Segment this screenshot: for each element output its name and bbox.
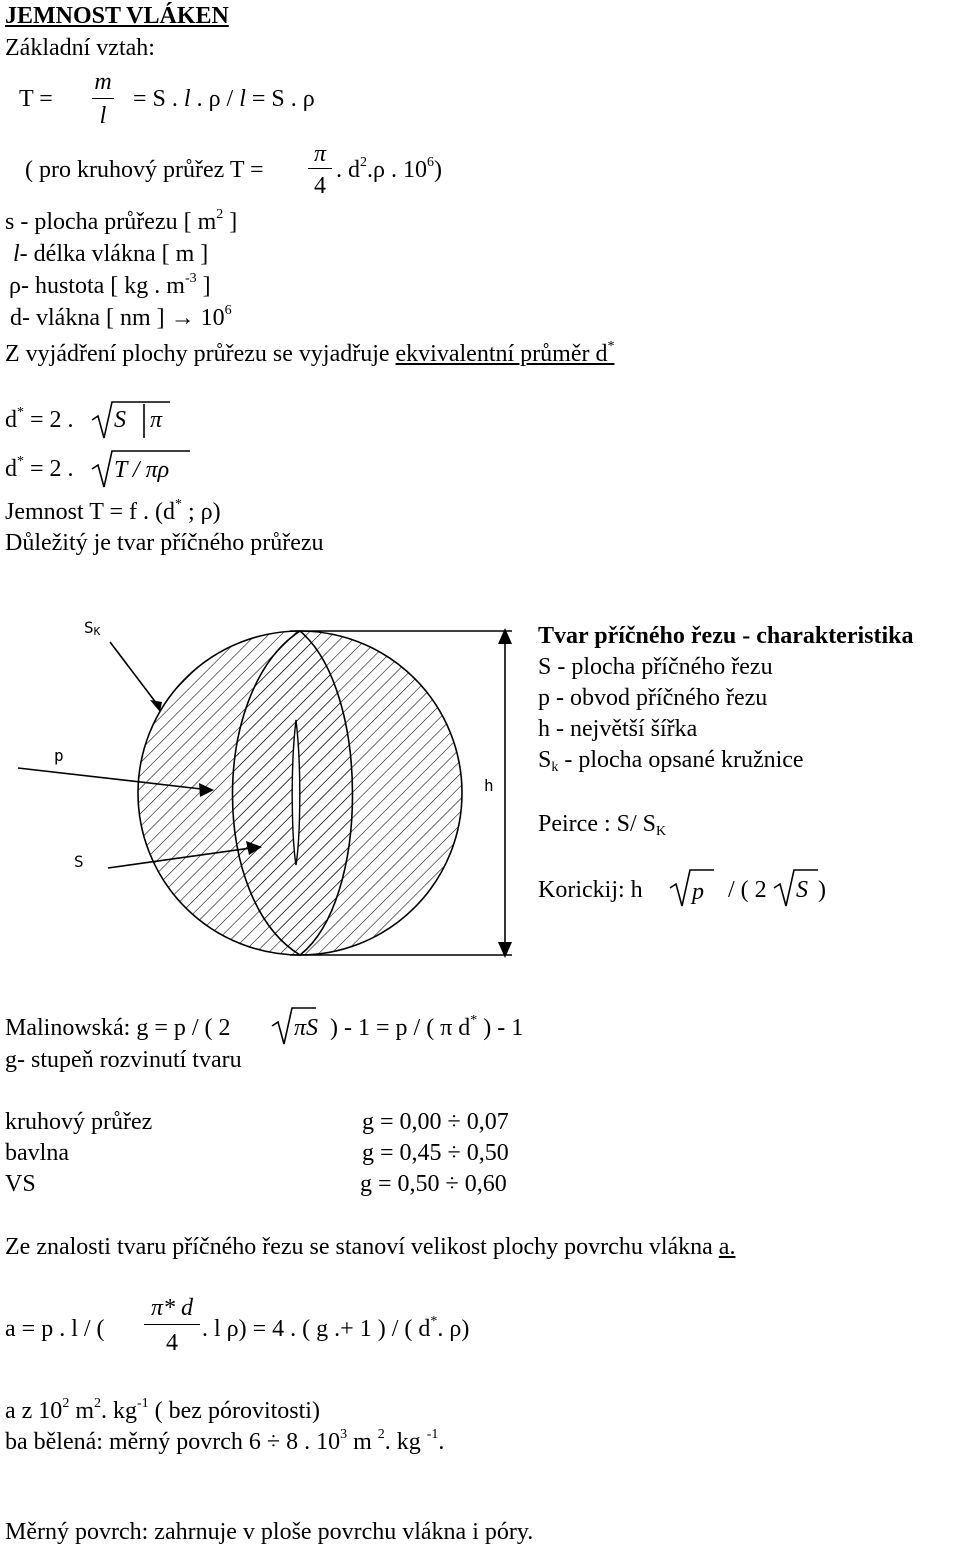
g-row-name: bavlna bbox=[5, 1140, 69, 1166]
def-s: s - plocha průřezu [ $m^2$ ] bbox=[5, 207, 238, 235]
g-row-name: kruhový průřez bbox=[5, 1109, 153, 1135]
a-eq-denominator: 4 bbox=[166, 1330, 178, 1356]
equiv-diameter-line: Z vyjádření plochy průřezu se vyjadřuje ekvivalentní průměr d* bbox=[5, 339, 615, 367]
surface-range-line: a z $10^2$ $m^2$. $kg^{-1}$ ( bez pórovitosti) bbox=[5, 1396, 320, 1424]
malinowska-radicand: πS bbox=[294, 1015, 319, 1041]
equiv-diameter-term: ekvivalentní průměr d* bbox=[395, 339, 615, 367]
lumen bbox=[292, 720, 300, 865]
g-row-value: g = 0,00 ÷ 0,07 bbox=[362, 1109, 509, 1135]
important-shape-line: Důležitý je tvar příčného průřezu bbox=[5, 530, 324, 556]
korickij-end: ) bbox=[818, 877, 826, 903]
g-row-value: g = 0,45 ÷ 0,50 bbox=[362, 1140, 509, 1166]
eq1-rhs: = S . l . ρ / l = S . ρ bbox=[133, 86, 315, 112]
shape-item-p: p - obvod příčného řezu bbox=[538, 685, 768, 711]
g-row-name: VS bbox=[5, 1171, 36, 1197]
a-eq-rhs: . l ρ) = 4 . ( g .+ 1 ) / ( d*. ρ) bbox=[202, 1314, 470, 1342]
a-eq-fraction bbox=[144, 1296, 200, 1355]
korickij-line: Korickij: h bbox=[538, 877, 643, 903]
eq2-denominator: 4 bbox=[314, 173, 326, 199]
a-eq-numerator: π* d bbox=[150, 1295, 194, 1321]
shape-heading: Tvar příčného řezu - charakteristika bbox=[538, 623, 914, 649]
def-l: l- délka vlákna [ m ] bbox=[13, 241, 209, 267]
label-s: S bbox=[74, 852, 84, 871]
korickij-radicand-p: p bbox=[692, 879, 704, 905]
korickij-mid: / ( 2 bbox=[728, 877, 767, 903]
malinowska-line-b: ) - 1 = p / ( π d* ) - 1 bbox=[330, 1013, 524, 1041]
g-definition: g- stupeň rozvinutí tvaru bbox=[5, 1047, 242, 1073]
eq1-fraction bbox=[92, 70, 114, 128]
malinowska-line-a: Malinowská: g = p / ( 2 bbox=[5, 1015, 231, 1041]
def-d: d- vlákna [ nm ] → $10^6$ bbox=[10, 303, 232, 331]
eq2-numerator: π bbox=[313, 141, 327, 167]
dstar1-radicand-pi: π bbox=[150, 407, 163, 433]
label-sk: $S_K$ bbox=[84, 618, 101, 638]
korickij-radicand-s: S bbox=[796, 877, 808, 903]
dstar-formula-2: d* = 2 . bbox=[5, 454, 74, 482]
cross-section-diagram bbox=[0, 610, 540, 970]
page-title: JEMNOST VLÁKEN bbox=[5, 3, 229, 29]
sk-arrow bbox=[110, 642, 160, 708]
specific-surface-note: Měrný povrch: zahrnuje v ploše povrchu vlákna i póry. bbox=[5, 1519, 534, 1545]
eq2-rhs: . $d^2.\rho$ . $10^6$) bbox=[336, 155, 442, 183]
label-p: p bbox=[54, 746, 64, 765]
dstar1-radicand-s: S bbox=[114, 407, 126, 433]
surface-intro: Ze znalosti tvaru příčného řezu se stanoví velikost plochy povrchu vlákna a. bbox=[5, 1234, 736, 1260]
bleached-cotton-line: ba bělená: měrný povrch 6 ÷ 8 . $10^3$ m $^2$. kg $^{-1}$. bbox=[5, 1427, 445, 1455]
peirce-line: Peirce : S/ $S_K$ bbox=[538, 811, 667, 839]
shape-item-s: S - plocha příčného řezu bbox=[538, 654, 773, 680]
jemnost-line: Jemnost T = f . (d* ; ρ) bbox=[5, 497, 221, 525]
eq1-numerator: m bbox=[94, 69, 112, 95]
eq2-lhs: ( pro kruhový průřez T = bbox=[25, 157, 264, 183]
label-h: h bbox=[484, 776, 494, 795]
dstar-formula-1: d* = 2 . bbox=[5, 405, 74, 433]
eq2-fraction bbox=[308, 142, 332, 198]
dstar2-radicand: T / πρ bbox=[114, 457, 170, 483]
shape-item-sk: $S_k$ - plocha opsané kružnice bbox=[538, 747, 804, 775]
eq1-denominator: l bbox=[99, 103, 107, 129]
a-eq-lhs: a = p . l / ( bbox=[5, 1316, 105, 1342]
eq1-lhs: T = bbox=[19, 86, 53, 112]
g-row-value: g = 0,50 ÷ 0,60 bbox=[360, 1171, 507, 1197]
def-rho: ρ- hustota [ kg . $m^{-3}$ ] bbox=[9, 271, 211, 299]
shape-item-h: h - největší šířka bbox=[538, 716, 698, 742]
basic-relation-label: Základní vztah: bbox=[5, 35, 155, 61]
